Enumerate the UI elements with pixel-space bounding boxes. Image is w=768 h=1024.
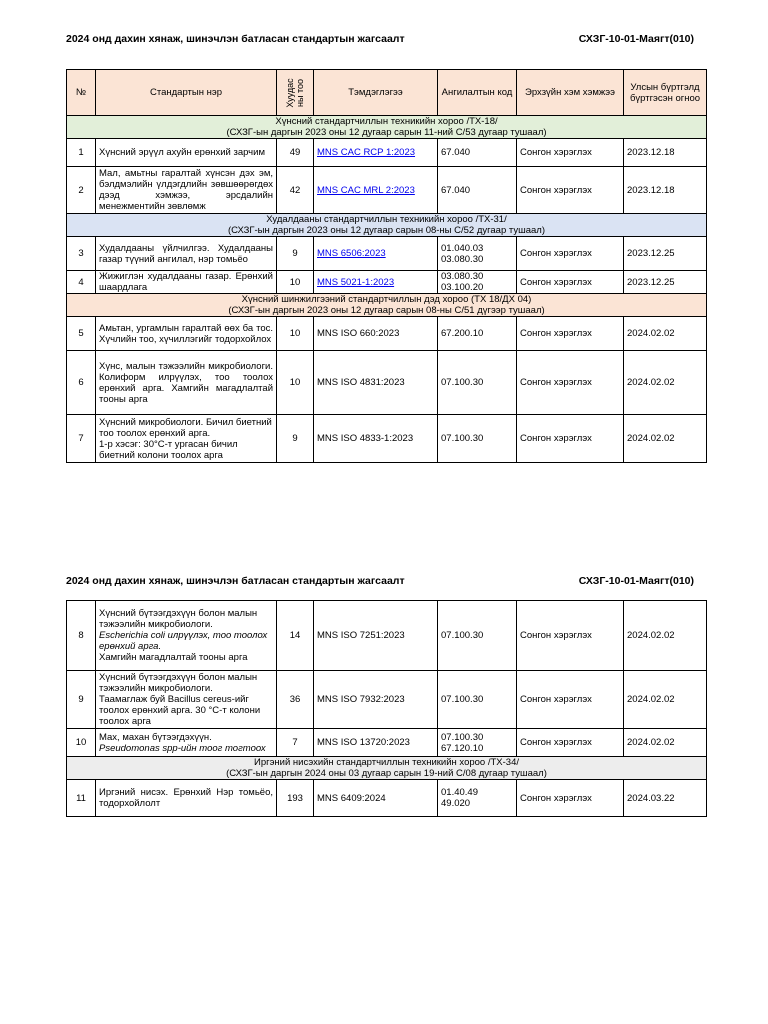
- table-row: [67, 317, 707, 351]
- standard-name: Хүнсний микробиологи. Бичил биетний тоо тоолох ерөнхий арга. 1-р хэсэг: 30°С-т ургасан бичил биетний колони тоолох арга: [96, 415, 277, 463]
- committee-name: Хүнсний стандартчиллын техникийн хороо /ТХ-18/: [275, 116, 498, 127]
- document-title: 2024 онд дахин хянаж, шинэчлэн батласан стандартын жагсаалт: [66, 33, 405, 45]
- class-code: 01.040.03 03.080.30: [438, 237, 517, 271]
- row-num: 2: [67, 167, 96, 214]
- class-code: 07.100.30: [438, 415, 517, 463]
- designation: MNS ISO 7251:2023: [314, 601, 438, 671]
- page-count: 9: [277, 415, 314, 463]
- reg-date: 2024.02.02: [624, 671, 707, 729]
- table-row: [67, 237, 707, 271]
- committee-row: [67, 757, 707, 780]
- col-header-validity: Эрхзүйн хэм хэмжээ: [517, 70, 624, 116]
- class-code: 01.40.49 49.020: [438, 780, 517, 817]
- designation: MNS 6409:2024: [314, 780, 438, 817]
- standard-name: Хүнс, малын тэжээлийн микробиологи. Колиформ илрүүлэх, тоо тоолох ерөнхий арга. Хамгийн магадлалтай тооны арга: [96, 351, 277, 415]
- designation-link[interactable]: MNS 5021-1:2023: [317, 276, 395, 288]
- validity: Сонгон хэрэглэх: [517, 271, 624, 294]
- reg-date: 2024.02.02: [624, 729, 707, 757]
- row-num: 5: [67, 317, 96, 351]
- standard-name: Амьтан, ургамлын гаралтай өөх ба тос. Хүчлийн тоо, хүчиллэгийг тодорхойлох: [96, 317, 277, 351]
- table-row: [67, 351, 707, 415]
- designation-cell: [314, 237, 438, 271]
- page-count: 9: [277, 237, 314, 271]
- page-count: 10: [277, 351, 314, 415]
- committee-order: (СХЗГ-ын даргын 2023 оны 12 дугаар сарын 08-ны С/52 дугаар тушаал): [227, 225, 545, 236]
- class-code: 03.080.30 03.100.20: [438, 271, 517, 294]
- page-count: 10: [277, 271, 314, 294]
- committee-order: (СХЗГ-ын даргын 2023 оны 12 дугаар сарын 08-ны С/51 дүгээр тушаал): [228, 305, 545, 316]
- row-num: 8: [67, 601, 96, 671]
- designation: MNS ISO 13720:2023: [314, 729, 438, 757]
- row-num: 7: [67, 415, 96, 463]
- committee-name: Худалдааны стандартчиллын техникийн хороо /ТХ-31/: [266, 214, 507, 225]
- standards-table-page-2: [66, 600, 707, 817]
- page-count: 7: [277, 729, 314, 757]
- designation: MNS ISO 660:2023: [314, 317, 438, 351]
- col-header-class-code: Ангилалтын код: [438, 70, 517, 116]
- row-num: 11: [67, 780, 96, 817]
- row-num: 10: [67, 729, 96, 757]
- standards-table-page-1: [66, 69, 707, 463]
- committee-row: [67, 116, 707, 139]
- page-count: 36: [277, 671, 314, 729]
- col-header-name: Стандартын нэр: [96, 70, 277, 116]
- reg-date: 2023.12.25: [624, 271, 707, 294]
- page-count: 42: [277, 167, 314, 214]
- class-code: 07.100.30: [438, 351, 517, 415]
- committee-order: (СХЗГ-ын даргын 2024 оны 03 дугаар сарын 19-ний С/08 дугаар тушаал): [226, 768, 547, 779]
- standard-name: Хүнсний эрүүл ахуйн ерөнхий зарчим: [96, 139, 277, 167]
- reg-date: 2023.12.25: [624, 237, 707, 271]
- page-header-2: [66, 575, 694, 589]
- committee-row: [67, 214, 707, 237]
- committee-order: (СХЗГ-ын даргын 2023 оны 12 дугаар сарын 11-ний С/53 дугаар тушаал): [226, 127, 547, 138]
- standard-name: Жижиглэн худалдааны газар. Ерөнхий шаардлага: [96, 271, 277, 294]
- reg-date: 2024.02.02: [624, 415, 707, 463]
- page-count: 14: [277, 601, 314, 671]
- designation-cell: [314, 271, 438, 294]
- standard-name: Хүнсний бүтээгдэхүүн болон малын тэжээлийн микробиологи. Таамаглаж буй Bacillus cereus-ийг тоолох ерөнхий арга. 30 °С-т колони тоолох арга: [96, 671, 277, 729]
- designation-cell: [314, 167, 438, 214]
- class-code: 07.100.30: [438, 601, 517, 671]
- validity: Сонгон хэрэглэх: [517, 601, 624, 671]
- validity: Сонгон хэрэглэх: [517, 237, 624, 271]
- col-header-pages-label: Хуудас ны тоо: [285, 77, 305, 108]
- document-title: 2024 онд дахин хянаж, шинэчлэн батласан стандартын жагсаалт: [66, 575, 405, 587]
- designation-link[interactable]: MNS CAC RCP 1:2023: [317, 147, 416, 158]
- class-code: 67.040: [438, 139, 517, 167]
- table-header-row: [67, 70, 707, 116]
- reg-date: 2023.12.18: [624, 167, 707, 214]
- reg-date: 2024.02.02: [624, 317, 707, 351]
- class-code: 07.100.30 67.120.10: [438, 729, 517, 757]
- designation-link[interactable]: MNS CAC MRL 2:2023: [317, 184, 415, 196]
- class-code: 67.200.10: [438, 317, 517, 351]
- committee-cell: [67, 757, 707, 780]
- table-row: [67, 139, 707, 167]
- validity: Сонгон хэрэглэх: [517, 351, 624, 415]
- designation-cell: [314, 139, 438, 167]
- reg-date: 2024.03.22: [624, 780, 707, 817]
- row-num: 4: [67, 271, 96, 294]
- committee-cell: [67, 294, 707, 317]
- col-header-num: №: [67, 70, 96, 116]
- standard-name: Хүнсний бүтээгдэхүүн болон малын тэжээлийн микробиологи. Escherichia coli илрүүлэх, тоо тоолох ерөнхий арга. Хамгийн магадлалтай тооны арга: [96, 601, 277, 671]
- validity: Сонгон хэрэглэх: [517, 729, 624, 757]
- document-code: СХЗГ-10-01-Маягт(010): [578, 575, 694, 587]
- row-num: 9: [67, 671, 96, 729]
- col-header-designation: Тэмдэглэгээ: [314, 70, 438, 116]
- validity: Сонгон хэрэглэх: [517, 415, 624, 463]
- table-row: [67, 167, 707, 214]
- document-code: СХЗГ-10-01-Маягт(010): [578, 33, 694, 45]
- col-header-pages: [277, 70, 314, 116]
- validity: Сонгон хэрэглэх: [517, 671, 624, 729]
- committee-row: [67, 294, 707, 317]
- reg-date: 2024.02.02: [624, 601, 707, 671]
- row-num: 3: [67, 237, 96, 271]
- table-row: [67, 671, 707, 729]
- row-num: 6: [67, 351, 96, 415]
- committee-cell: [67, 116, 707, 139]
- committee-name: Иргэний нисэхийн стандартчиллын техникийн хороо /ТХ-34/: [254, 757, 519, 768]
- table-row: [67, 271, 707, 294]
- committee-cell: [67, 214, 707, 237]
- page-count: 49: [277, 139, 314, 167]
- designation: MNS ISO 4833-1:2023: [314, 415, 438, 463]
- standard-name: Худалдааны үйлчилгээ. Худалдааны газар түүний ангилал, нэр томьёо: [96, 237, 277, 271]
- class-code: 07.100.30: [438, 671, 517, 729]
- table-row: [67, 729, 707, 757]
- reg-date: 2023.12.18: [624, 139, 707, 167]
- designation: MNS ISO 4831:2023: [314, 351, 438, 415]
- standard-name: Мал, амьтны гаралтай хүнсэн дэх эм, бэлдмэлийн үлдэгдлийн зөвшөөрөгдөх дээд хэмжээ, эрсдалийн менежментийн зөвлөмж: [96, 167, 277, 214]
- col-header-reg-date: Улсын бүртгэлд бүртгэсэн огноо: [624, 70, 707, 116]
- page-header-1: [66, 33, 694, 47]
- standard-name: Мах, махан бүтээгдэхүүн. Pseudomonas spp-ийн тоог тогтоох: [96, 729, 277, 757]
- designation: MNS ISO 7932:2023: [314, 671, 438, 729]
- validity: Сонгон хэрэглэх: [517, 317, 624, 351]
- table-row: [67, 780, 707, 817]
- committee-name: Хүнсний шинжилгээний стандартчиллын дэд хороо (ТХ 18/ДХ 04): [241, 294, 532, 305]
- validity: Сонгон хэрэглэх: [517, 139, 624, 167]
- row-num: 1: [67, 139, 96, 167]
- validity: Сонгон хэрэглэх: [517, 167, 624, 214]
- page-count: 193: [277, 780, 314, 817]
- designation-link[interactable]: MNS 6506:2023: [317, 248, 386, 259]
- class-code: 67.040: [438, 167, 517, 214]
- standard-name: Иргэний нисэх. Ерөнхий Нэр томьёо, тодорхойлолт: [96, 780, 277, 817]
- reg-date: 2024.02.02: [624, 351, 707, 415]
- table-row: [67, 415, 707, 463]
- page-count: 10: [277, 317, 314, 351]
- table-row: [67, 601, 707, 671]
- validity: Сонгон хэрэглэх: [517, 780, 624, 817]
